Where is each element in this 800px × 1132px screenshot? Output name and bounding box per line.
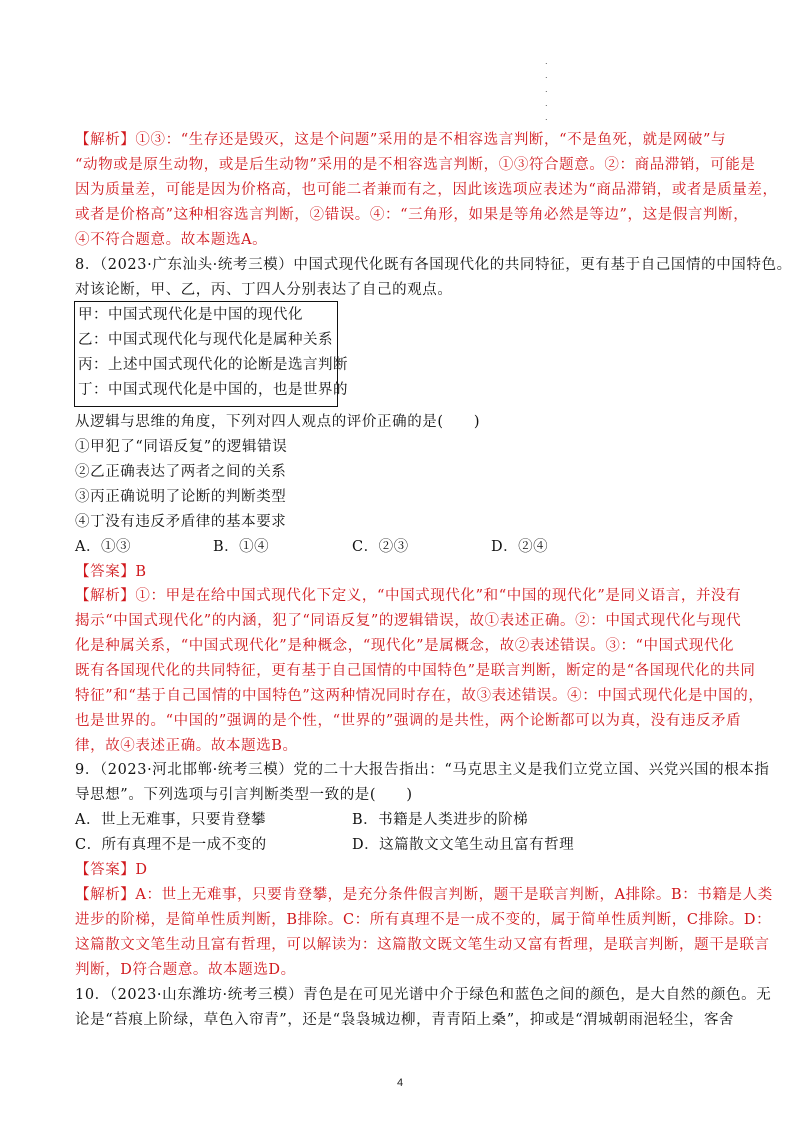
q8-analysis-line: 律，故④表述正确。故本题选B。 (75, 738, 298, 754)
q10-stem-line: 论是“苔痕上阶绿，草色入帘青”，还是“袅袅城边柳，青青陌上桑”，抑或是“渭城朝雨浥轻尘，客舍 (75, 1012, 735, 1028)
viewpoint-bing: 丙：上述中国式现代化的论断是选言判断 (78, 357, 348, 373)
q7-analysis-line: “动物或是原生动物，或是后生动物”采用的是不相容选言判断，①③符合题意。②：商品滞销，可能是 (75, 157, 756, 173)
q8-option-c: C．②③ (352, 539, 409, 555)
q8-option-d: D．②④ (491, 539, 549, 555)
q8-analysis-line: 既有各国现代化的共同特征，更有基于自己国情的中国特色”是联言判断，断定的是“各国现代化的共同 (75, 663, 756, 679)
q8-question: 从逻辑与思维的角度，下列对四人观点的评价正确的是( ) (75, 414, 481, 430)
q7-analysis-line: ④不符合题意。故本题选A。 (75, 232, 268, 248)
q9-option-c: C．所有真理不是一成不变的 (75, 837, 267, 853)
q9-stem-line: 9．（2023·河北邯郸·统考三模）党的二十大报告指出：“马克思主义是我们立党立国、兴党兴国的根本指 (75, 762, 770, 778)
q8-statement: ④丁没有违反矛盾律的基本要求 (75, 514, 287, 530)
margin-dots (545, 55, 549, 125)
dot: . (545, 99, 548, 108)
q8-option-b: B．①④ (213, 539, 270, 555)
q9-analysis-line: 进步的阶梯，是简单性质判断，B排除。C：所有真理不是一成不变的，属于简单性质判断，C排除。D： (75, 912, 772, 928)
q8-analysis-line: 【解析】①：甲是在给中国式现代化下定义，“中国式现代化”和“中国的现代化”是同义语言，并没有 (75, 588, 742, 604)
dot: . (545, 71, 548, 80)
q8-statement: ③丙正确说明了论断的判断类型 (75, 489, 287, 505)
q7-analysis-line: 因为质量差，可能是因为价格高，也可能二者兼而有之，因此该选项应表述为“商品滞销，或者是质量差， (75, 182, 778, 198)
q10-stem-line: 10．（2023·山东潍坊·统考三模）青色是在可见光谱中介于绿色和蓝色之间的颜色，是大自然的颜色。无 (75, 987, 772, 1003)
q8-viewpoints-box (74, 301, 348, 407)
dot: . (545, 85, 548, 94)
q9-answer: 【答案】D (75, 862, 148, 878)
q9-analysis-line: 这篇散文文笔生动且富有哲理，可以解读为：这篇散文既文笔生动又富有哲理，是联言判断，题干是联言 (75, 937, 770, 953)
viewpoint-yi: 乙：中国式现代化与现代化是属种关系 (78, 332, 333, 348)
viewpoint-jia: 甲：中国式现代化是中国的现代化 (78, 307, 303, 323)
q7-analysis-line: 或者是价格高”这种相容选言判断，②错误。④：“三角形，如果是等角必然是等边”，这是假言判断， (75, 207, 749, 223)
q9-analysis-line: 【解析】A：世上无难事，只要肯登攀，是充分条件假言判断，题干是联言判断，A排除。B：书籍是人类 (75, 887, 773, 903)
q8-stem-line: 8．（2023·广东汕头·统考三模）中国式现代化既有各国现代化的共同特征，更有基于自己国情的中国特色。 (75, 257, 792, 273)
q8-analysis-line: 揭示“中国式现代化”的内涵，犯了“同语反复”的逻辑错误，故①表述正确。②：中国式现代化与现代 (75, 613, 742, 629)
q9-option-b: B．书籍是人类进步的阶梯 (352, 812, 529, 828)
q9-stem-line: 导思想”。下列选项与引言判断类型一致的是( ) (75, 787, 413, 803)
q7-analysis-line: 【解析】①③：“生存还是毁灭，这是个问题”采用的是不相容选言判断，“不是鱼死，就是网破”与 (75, 132, 727, 148)
dot: . (545, 57, 548, 66)
viewpoint-ding: 丁：中国式现代化是中国的，也是世界的 (78, 382, 348, 398)
q8-stem-line: 对该论断，甲、乙，丙、丁四人分别表达了自己的观点。 (75, 282, 453, 298)
q8-statement: ①甲犯了“同语反复”的逻辑错误 (75, 439, 288, 455)
q8-analysis-line: 也是世界的。“中国的”强调的是个性，“世界的”强调的是共性，两个论断都可以为真，没有违反矛盾 (75, 713, 742, 729)
q8-option-a: A．①③ (75, 539, 131, 555)
q8-analysis-line: 化是种属关系，“中国式现代化”是种概念，“现代化”是属概念，故②表述错误。③：“中国式现代化 (75, 638, 735, 654)
q9-option-a: A．世上无难事，只要肯登攀 (75, 812, 266, 828)
q9-analysis-line: 判断，D符合题意。故本题选D。 (75, 962, 296, 978)
q8-statement: ②乙正确表达了两者之间的关系 (75, 464, 287, 480)
q8-answer: 【答案】B (75, 564, 147, 580)
dot: . (545, 113, 548, 122)
q9-option-d: D．这篇散文文笔生动且富有哲理 (352, 837, 575, 853)
q8-analysis-line: 特征”和“基于自己国情的中国特色”这两种情况同时存在，故③表述错误。④：中国式现代化是中国的， (75, 688, 764, 704)
page-number: 4 (396, 1077, 404, 1089)
